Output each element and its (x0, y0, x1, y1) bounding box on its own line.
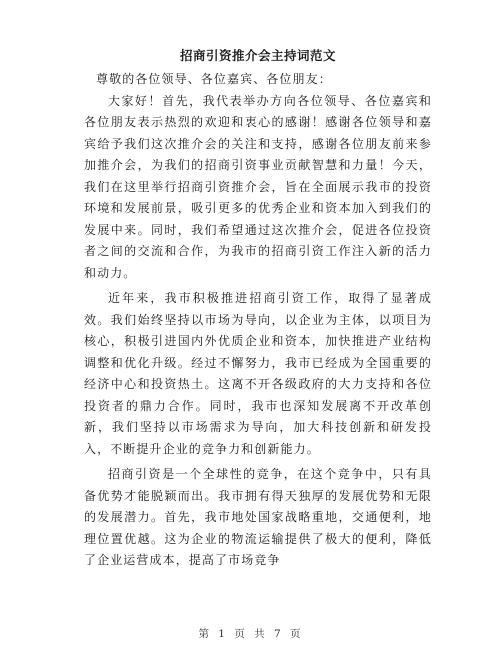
paragraph-3: 招商引资是一个全球性的竞争，在这个竞争中，只有具备优势才能脱颖而出。我市拥有得天独厚的发展优势和无限的发展潜力。首先，我市地处国家战略重地，交通便利，地理位置优越。这为企业的物流运输提供了极大的便利，降低了企业运营成本，提高了市场竞争 (84, 467, 432, 567)
page-footer: 第 1 页 共 7 页 (198, 628, 304, 640)
salutation: 尊敬的各位领导、各位嘉宾、各位朋友： (96, 72, 332, 86)
paragraph-2: 近年来，我市积极推进招商引资工作，取得了显著成效。我们始终坚持以市场为导向，以企业为主体，以项目为核心，积极引进国内外优质企业和资本，加快推进产业结构调整和优化升级。经过不懈努力，我市已经成为全国重要的经济中心和投资热土。这离不开各级政府的大力支持和各位投资者的鼎力合作。同时，我市也深知发展离不开改革创新，我们坚持以市场需求为导向，加大科技创新和研发投入，不断提升企业的竞争力和创新能力。 (84, 291, 432, 456)
document-title: 招商引资推介会主持词范文 (179, 48, 336, 63)
paragraph-1: 大家好！首先，我代表举办方向各位领导、各位嘉宾和各位朋友表示热烈的欢迎和衷心的感谢！感谢各位领导和嘉宾给予我们这次推介会的关注和支持，感谢各位朋友前来参加推介会，为我们的招商引资事业贡献智慧和力量！今天，我们在这里举行招商引资推介会，旨在全面展示我市的投资环境和发展前景，吸引更多的优秀企业和资本加入到我们的发展中来。同时，我们希望通过这次推介会，促进各位投资者之间的交流和合作，为我市的招商引资工作注入新的活力和动力。 (84, 93, 432, 280)
